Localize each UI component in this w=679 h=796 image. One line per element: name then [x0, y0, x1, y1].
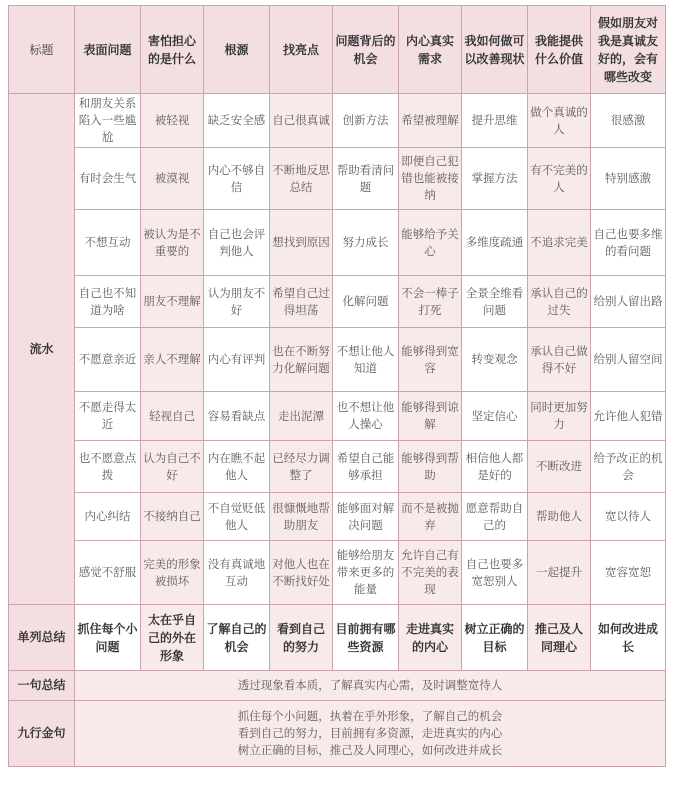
table-cell: 完美的形象被损坏	[141, 541, 204, 605]
table-cell: 承认自己的过失	[528, 276, 591, 328]
table-cell: 承认自己做得不好	[528, 328, 591, 392]
table-cell: 不追求完美	[528, 210, 591, 276]
header-row	[9, 6, 666, 94]
table-cell: 也不想让他人操心	[333, 392, 399, 441]
table-cell: 被漠视	[141, 148, 204, 210]
summary-cell: 走进真实的内心	[399, 605, 462, 671]
summary-cell: 如何改进成长	[591, 605, 666, 671]
table-cell: 创新方法	[333, 94, 399, 148]
golden-lines-cell	[75, 701, 666, 767]
table-cell: 多维度疏通	[462, 210, 528, 276]
table-cell: 已经尽力调整了	[270, 441, 333, 493]
table-cell: 给予改正的机会	[591, 441, 666, 493]
table-cell: 亲人不理解	[141, 328, 204, 392]
table-cell: 和朋友关系陷入一些尴尬	[75, 94, 141, 148]
table-cell: 自己也不知道为啥	[75, 276, 141, 328]
table-cell: 不会一棒子打死	[399, 276, 462, 328]
table-cell: 帮助看清问题	[333, 148, 399, 210]
summary-cell: 抓住每个小问题	[75, 605, 141, 671]
table-cell: 希望被理解	[399, 94, 462, 148]
table-cell: 帮助他人	[528, 493, 591, 541]
table-cell: 自己也会评判他人	[204, 210, 270, 276]
header-cell: 内心真实需求	[399, 6, 462, 94]
table-cell: 不想让他人知道	[333, 328, 399, 392]
table-cell: 对他人也在不断找好处	[270, 541, 333, 605]
summary-label: 单列总结	[9, 605, 75, 671]
table-cell: 能够得到宽容	[399, 328, 462, 392]
summary-cell: 树立正确的目标	[462, 605, 528, 671]
table-cell: 相信他人都是好的	[462, 441, 528, 493]
golden-line: 树立正确的目标，推己及人同理心，如何改进并成长	[237, 743, 503, 757]
table-cell: 特别感激	[591, 148, 666, 210]
table-cell: 不愿走得太近	[75, 392, 141, 441]
one-sentence-label: 一句总结	[9, 671, 75, 701]
table-cell: 能够给朋友带来更多的能量	[333, 541, 399, 605]
table-cell: 能够给予关心	[399, 210, 462, 276]
header-cell: 我如何做可以改善现状	[462, 6, 528, 94]
table-cell: 很感激	[591, 94, 666, 148]
one-sentence-text: 透过现象看本质，了解真实内心需，及时调整宽待人	[75, 671, 666, 701]
flow-row	[9, 541, 666, 605]
flow-row	[9, 392, 666, 441]
table-cell: 不愿意亲近	[75, 328, 141, 392]
table-cell: 能够得到帮助	[399, 441, 462, 493]
table-cell: 掌握方法	[462, 148, 528, 210]
table-cell: 宽容宽恕	[591, 541, 666, 605]
flow-label: 流水	[9, 94, 75, 605]
header-cell: 根源	[204, 6, 270, 94]
table-cell: 不自觉贬低他人	[204, 493, 270, 541]
table-cell: 而不是被抛弃	[399, 493, 462, 541]
table-cell: 不接纳自己	[141, 493, 204, 541]
table-cell: 没有真诚地互动	[204, 541, 270, 605]
table-cell: 容易看缺点	[204, 392, 270, 441]
table-cell: 自己很真诚	[270, 94, 333, 148]
table-cell: 提升思维	[462, 94, 528, 148]
header-cell: 问题背后的机会	[333, 6, 399, 94]
header-cell: 标题	[9, 6, 75, 94]
flow-row	[9, 94, 666, 148]
header-cell: 找亮点	[270, 6, 333, 94]
table-cell: 不断改进	[528, 441, 591, 493]
table-cell: 愿意帮助自己的	[462, 493, 528, 541]
table-cell: 有不完美的人	[528, 148, 591, 210]
header-cell: 我能提供什么价值	[528, 6, 591, 94]
golden-line: 抓住每个小问题，执着在乎外形象，了解自己的机会	[237, 709, 503, 723]
table-cell: 自己也要多维的看问题	[591, 210, 666, 276]
table-cell: 努力成长	[333, 210, 399, 276]
table-cell: 不想互动	[75, 210, 141, 276]
flow-row	[9, 441, 666, 493]
table-cell: 一起提升	[528, 541, 591, 605]
table-cell: 坚定信心	[462, 392, 528, 441]
table-cell: 认为自己不好	[141, 441, 204, 493]
table-cell: 也在不断努力化解问题	[270, 328, 333, 392]
golden-lines-row	[9, 701, 666, 767]
reflection-table	[8, 5, 666, 767]
table-cell: 想找到原因	[270, 210, 333, 276]
table-cell: 能够面对解决问题	[333, 493, 399, 541]
table-cell: 内心不够自信	[204, 148, 270, 210]
flow-row	[9, 493, 666, 541]
summary-cell: 了解自己的机会	[204, 605, 270, 671]
flow-row	[9, 328, 666, 392]
summary-cell: 看到自己的努力	[270, 605, 333, 671]
table-cell: 希望自己能够承担	[333, 441, 399, 493]
table-cell: 内在瞧不起他人	[204, 441, 270, 493]
flow-row	[9, 148, 666, 210]
table-cell: 缺乏安全感	[204, 94, 270, 148]
table-cell: 轻视自己	[141, 392, 204, 441]
header-cell: 表面问题	[75, 6, 141, 94]
table-cell: 朋友不理解	[141, 276, 204, 328]
summary-cell: 推己及人同理心	[528, 605, 591, 671]
table-cell: 给别人留出路	[591, 276, 666, 328]
table-cell: 被轻视	[141, 94, 204, 148]
golden-lines-label: 九行金句	[9, 701, 75, 767]
table-cell: 也不愿意点拨	[75, 441, 141, 493]
table-cell: 允许自己有不完美的表现	[399, 541, 462, 605]
table-cell: 给别人留空间	[591, 328, 666, 392]
table-cell: 转变观念	[462, 328, 528, 392]
header-cell: 假如朋友对我是真诚友好的，会有哪些改变	[591, 6, 666, 94]
header-cell: 害怕担心的是什么	[141, 6, 204, 94]
table-cell: 即便自己犯错也能被接纳	[399, 148, 462, 210]
table-cell: 允许他人犯错	[591, 392, 666, 441]
flow-row	[9, 210, 666, 276]
summary-cell: 太在乎自己的外在形象	[141, 605, 204, 671]
table-cell: 内心有评判	[204, 328, 270, 392]
table-cell: 化解问题	[333, 276, 399, 328]
table-cell: 能够得到谅解	[399, 392, 462, 441]
flow-row	[9, 276, 666, 328]
table-cell: 希望自己过得坦荡	[270, 276, 333, 328]
table-cell: 有时会生气	[75, 148, 141, 210]
table-cell: 同时更加努力	[528, 392, 591, 441]
table-cell: 不断地反思总结	[270, 148, 333, 210]
table-cell: 内心纠结	[75, 493, 141, 541]
table-cell: 很慷慨地帮助朋友	[270, 493, 333, 541]
one-sentence-row	[9, 671, 666, 701]
table-cell: 被认为是不重要的	[141, 210, 204, 276]
summary-row	[9, 605, 666, 671]
table-cell: 宽以待人	[591, 493, 666, 541]
table-cell: 走出泥潭	[270, 392, 333, 441]
table-cell: 做个真诚的人	[528, 94, 591, 148]
worksheet	[8, 5, 666, 767]
summary-cell: 目前拥有哪些资源	[333, 605, 399, 671]
table-cell: 感觉不舒服	[75, 541, 141, 605]
table-cell: 全景全维看问题	[462, 276, 528, 328]
table-cell: 认为朋友不好	[204, 276, 270, 328]
table-cell: 自己也要多宽恕别人	[462, 541, 528, 605]
golden-line: 看到自己的努力，目前拥有多资源，走进真实的内心	[237, 726, 503, 740]
